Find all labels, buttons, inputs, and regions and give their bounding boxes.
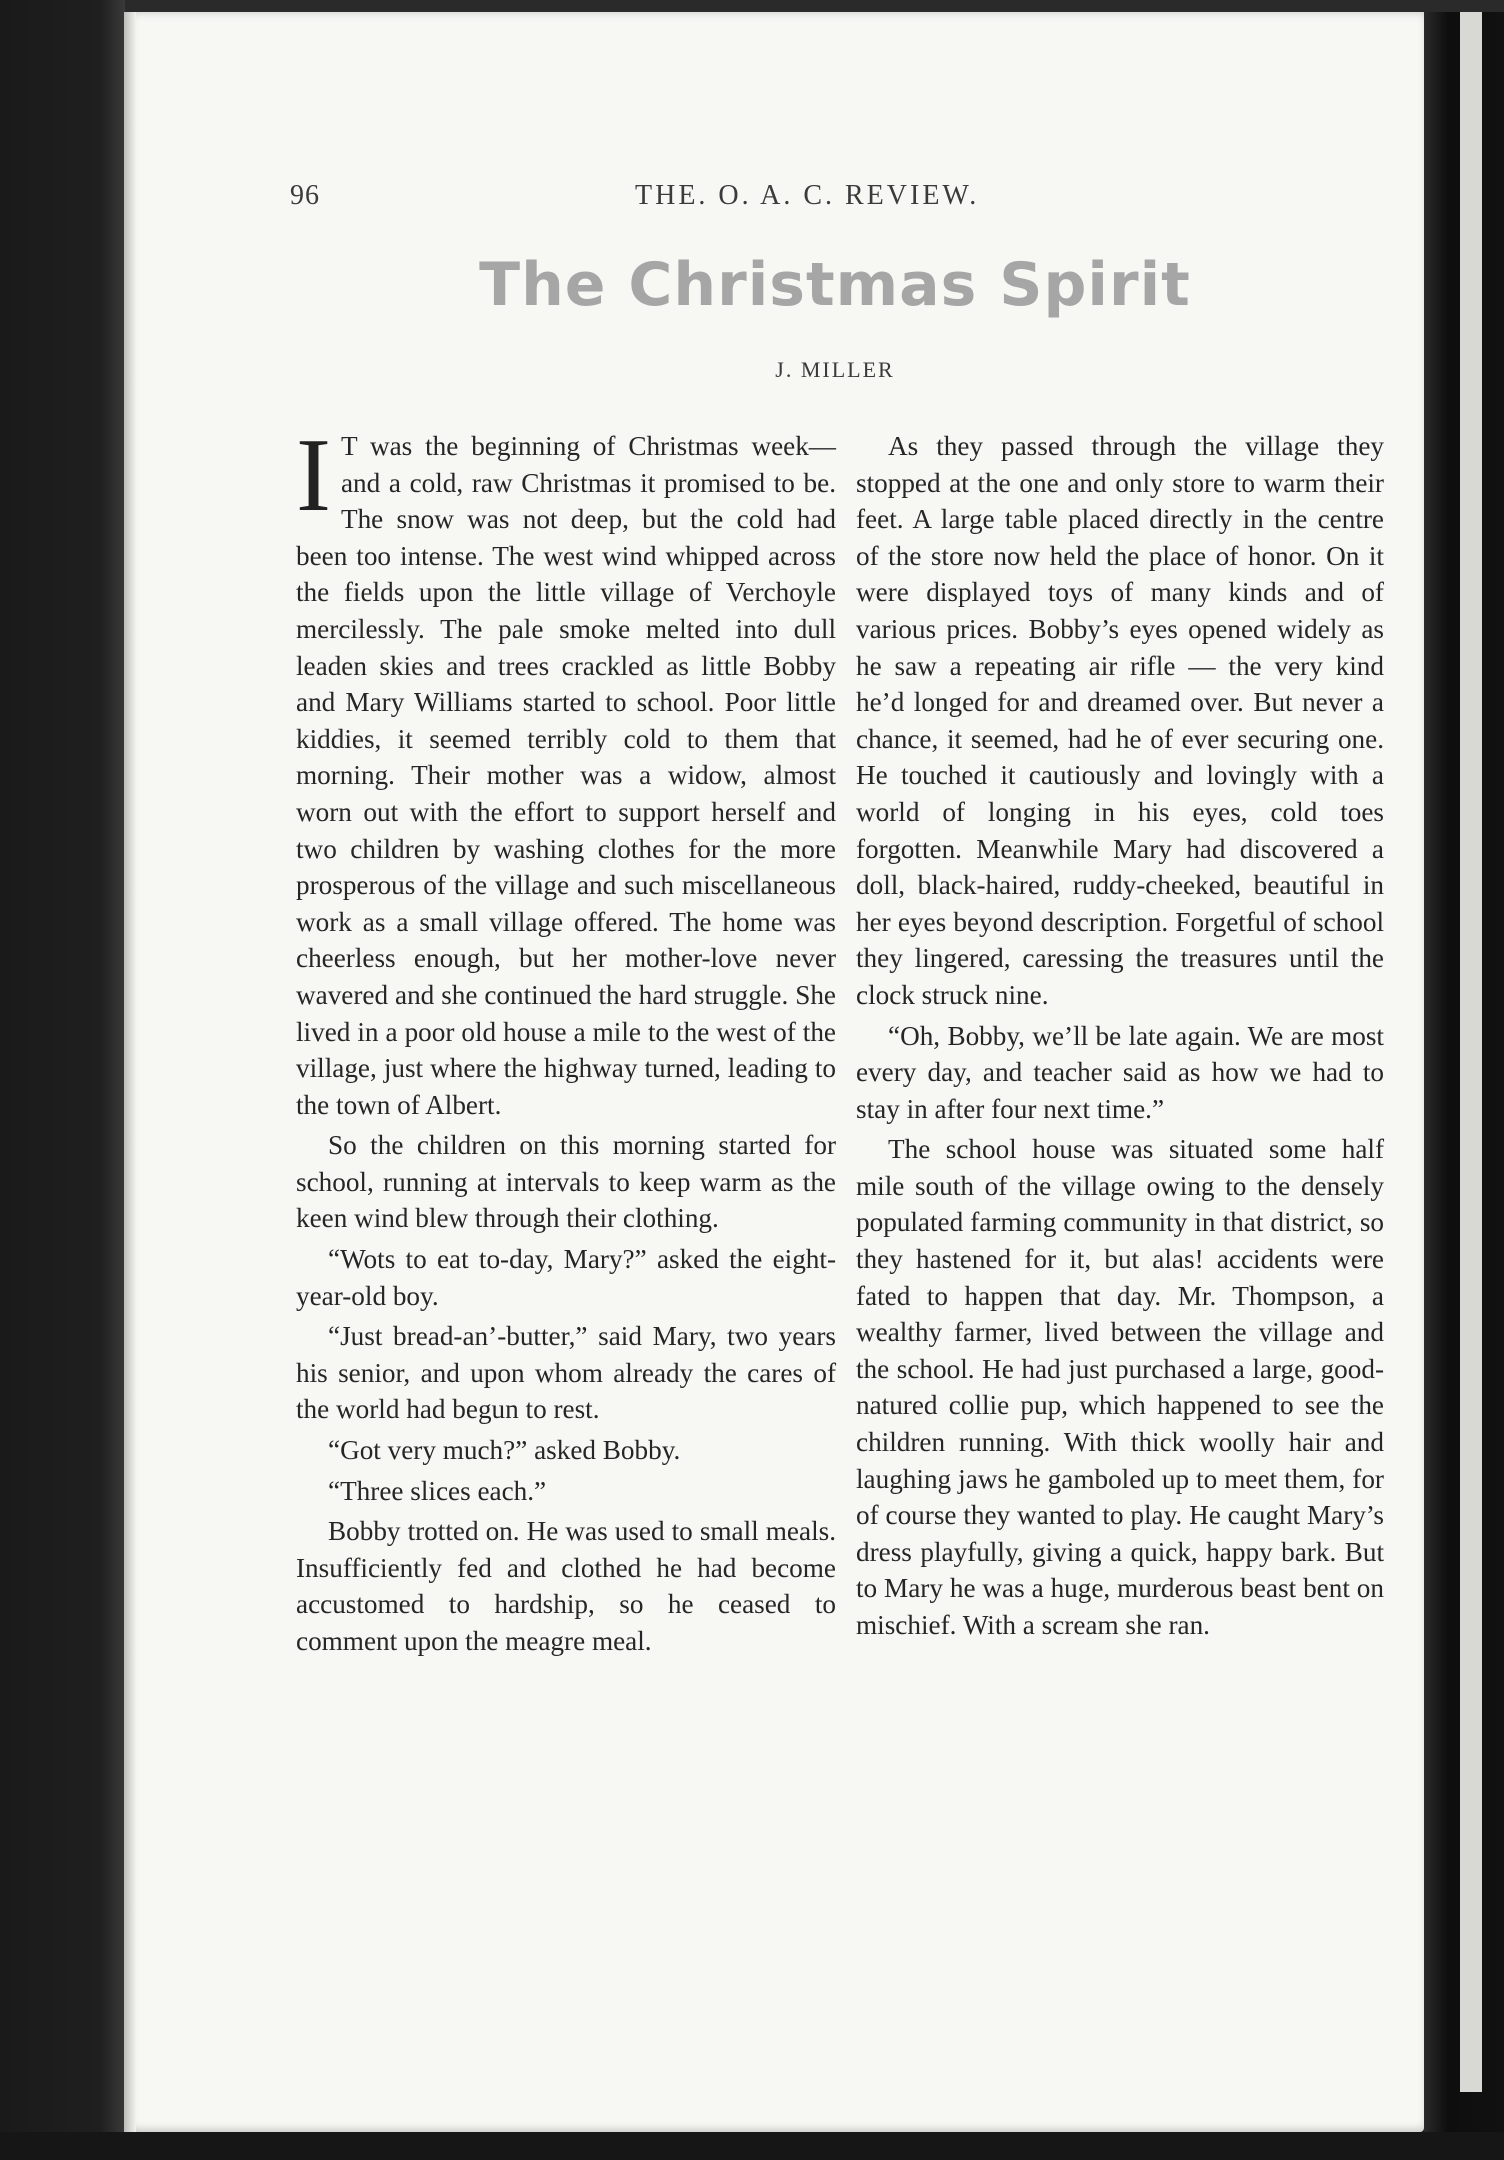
paragraph: “Just bread-an’-butter,” said Mary, two years his senior, and upon whom already the cares of the world had begun to rest. (296, 1321, 836, 1425)
running-head (290, 180, 1300, 220)
paragraph: So the children on this morning started for school, running at intervals to keep warm as the keen wind blew through their clothing. (296, 1130, 836, 1234)
paragraph: “Got very much?” asked Bobby. (328, 1435, 681, 1466)
paragraph (296, 416, 836, 1123)
drop-cap: I (296, 416, 331, 533)
paragraph: “Oh, Bobby, we’ll be late again. We are most every day, and teacher said as how we had to stay in after four next time.” (856, 1020, 1384, 1124)
next-page-edge (1460, 12, 1482, 2092)
paragraph-text: T was the beginning of Christmas week—and a cold, raw Christmas it promised to be. The snow was not deep, but the cold had been too intense. The west wind whipped across the fields upon the little village of Verchoyle mercilessly. The pale smoke melted into dull leaden skies and trees crackled as little Bobby and Mary Williams started to school. Poor little kiddies, it seemed terribly cold to them that morning. Their mother was a widow, almost worn out with the effort to support herself and two children by washing clothes for the more prosperous of the village and such miscellaneous work as a small village offered. The home was cheerless enough, but her mother-love never wavered and she continued the hard struggle. She lived in a poor old house a mile to the west of the village, just where the highway turned, leading to the town of Albert. (296, 431, 836, 1120)
article-title: The Christmas Spirit (479, 250, 1191, 320)
article-author: J. MILLER (775, 357, 895, 382)
journal-title: THE. O. A. C. REVIEW. (635, 180, 980, 211)
paragraph: “Three slices each.” (328, 1475, 547, 1506)
paragraph: Bobby trotted on. He was used to small meals. Insufficiently fed and clothed he had become accustomed to hardship, so he ceased to comment upon the meagre meal. (296, 1516, 836, 1656)
paragraph: “Wots to eat to-day, Mary?” asked the eight-year-old boy. (296, 1244, 836, 1311)
right-column (856, 428, 1384, 1644)
paragraph: The school house was situated some half mile south of the village owing to the densely populated farming community in that district, so they hastened for it, but alas! accidents were fated to happen that day. Mr. Thompson, a wealthy farmer, lived between the village and the school. He had just purchased a large, good-natured collie pup, which happened to see the children running. With thick woolly hair and laughing jaws he gamboled up to meet them, for of course they wanted to play. He caught Mary’s dress playfully, giving a quick, happy bark. But to Mary he was a huge, murderous beast bent on mischief. With a scream she ran. (856, 1134, 1384, 1640)
paragraph: As they passed through the village they stopped at the one and only store to warm their feet. A large table placed directly in the centre of the store now held the place of honor. On it were displayed toys of many kinds and of various prices. Bobby’s eyes opened widely as he saw a repeating air rifle — the very kind he’d longed for and dreamed over. But never a chance, it seemed, had he of ever securing one. He touched it cautiously and lovingly with a world of longing in his eyes, cold toes forgotten. Meanwhile Mary had discovered a doll, black-haired, ruddy-cheeked, beautiful in her eyes beyond description. Forgetful of school they lingered, caressing the treasures until the clock struck nine. (856, 431, 1384, 1010)
scan-border-left (0, 0, 125, 2160)
left-column (296, 416, 836, 1660)
scan-border-bottom (0, 2132, 1504, 2160)
page-number: 96 (290, 180, 320, 211)
